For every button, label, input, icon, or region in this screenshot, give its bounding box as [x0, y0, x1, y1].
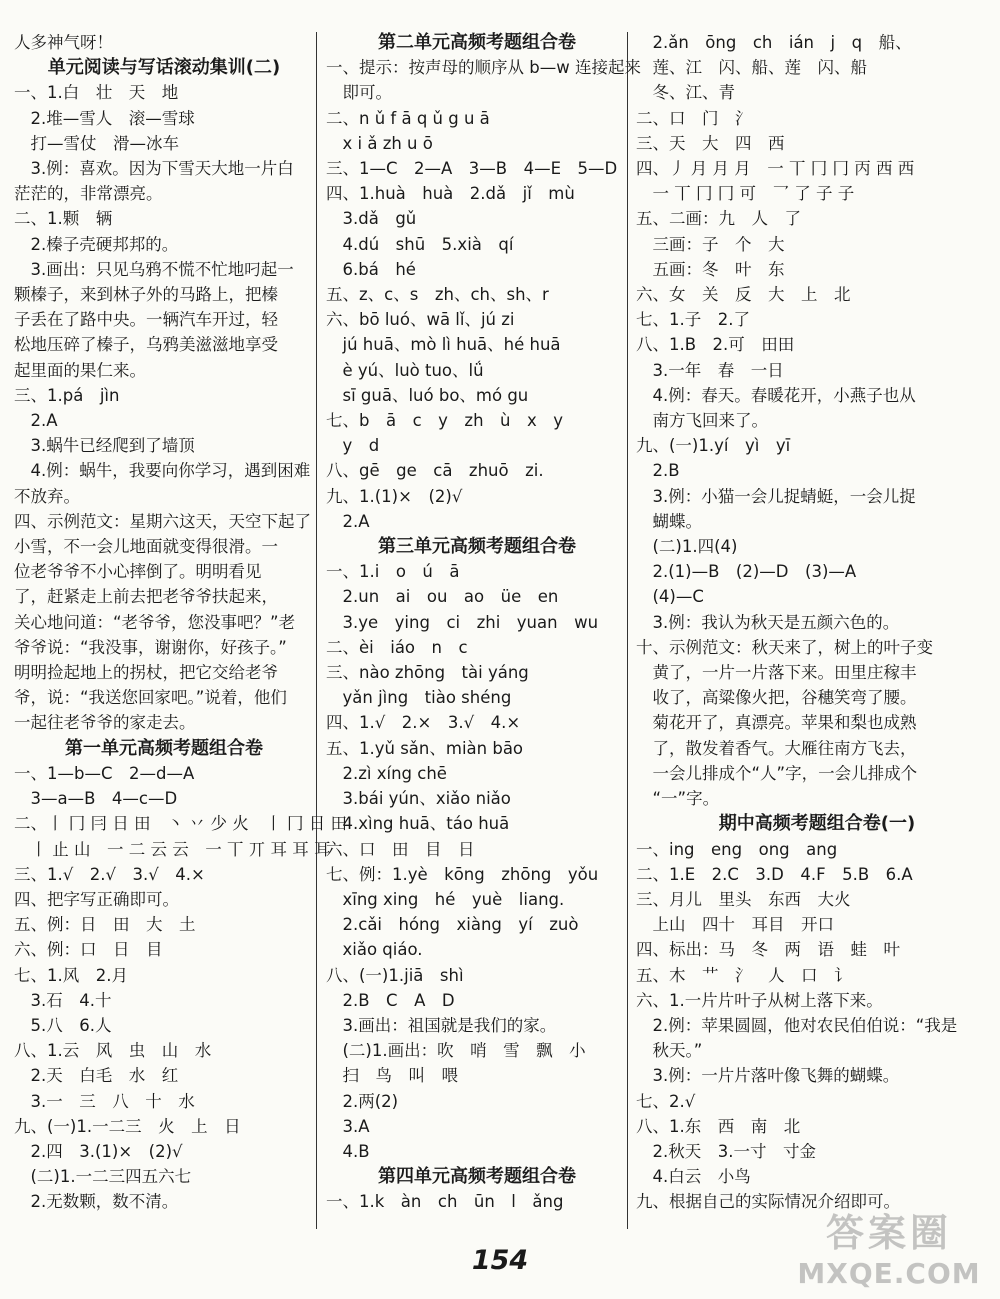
answer-line: (二)1.一二三四五六七 [14, 1167, 192, 1187]
answer-line: 四、把字写正确即可。 [14, 889, 179, 909]
answer-line: 5.八 6.人 [14, 1015, 112, 1035]
answer-line: 四、标出：马 冬 两 语 蛙 叶 [636, 940, 900, 960]
answer-line: 2.例：苹果圆圆，他对农民伯伯说：“我是 [636, 1015, 958, 1035]
answer-line: 七、b ā c y zh ù x y [326, 411, 564, 431]
answer-line: 一、ing eng ong ang [636, 839, 838, 859]
answer-line: 3.例：小猫一会儿捉蜻蜓，一会儿捉 [636, 486, 916, 506]
answer-line: 3.蜗牛已经爬到了墙顶 [14, 436, 195, 456]
answer-line: 4.dú shū 5.xià qí [326, 234, 514, 254]
answer-line: 丨 止 山 一 二 云 云 一 丅 丌 耳 耳 耳 [14, 839, 331, 859]
answer-line: 二、èi iáo n c [326, 637, 468, 657]
section-heading: 期中高频考题组合卷(一) [718, 813, 916, 835]
answer-line: 一、提示：按声母的顺序从 b—w 连接起来 [326, 58, 641, 78]
answer-line: 三画：子 个 大 [636, 234, 785, 254]
answer-line: 爷爷说：“我没事，谢谢你，好孩子。” [14, 637, 287, 657]
answer-line: 二、n ǔ f ā q ǔ g u ā [326, 108, 490, 128]
answer-line: 秋天。” [636, 1041, 703, 1061]
watermark-name: 答案圈 [825, 1211, 952, 1255]
answer-line: 五、例：日 田 大 土 [14, 915, 196, 935]
answer-line: 三、1.√ 2.√ 3.√ 4.× [14, 864, 205, 884]
answer-line: 2.两(2) [326, 1091, 399, 1111]
answer-line: 扫 鸟 叫 喂 [326, 1066, 458, 1086]
answer-line: 六、例：口 日 目 [14, 940, 163, 960]
answer-line: 七、1.风 2.月 [14, 965, 128, 985]
answer-line: x i ǎ zh u ō [326, 133, 433, 153]
answer-line: 4.例：蜗牛，我要向你学习，遇到困难 [14, 461, 311, 481]
answer-line: 2.无数颗，数不清。 [14, 1192, 179, 1212]
answer-line: 不放弃。 [14, 486, 80, 506]
section-heading: 第三单元高频考题组合卷 [378, 536, 576, 558]
answer-line: 2.A [14, 411, 58, 431]
answer-line: 2.A [326, 511, 370, 531]
answer-line: 2.天 白毛 水 红 [14, 1066, 179, 1086]
answer-line: 2.秋天 3.一寸 寸金 [636, 1141, 816, 1161]
answer-line: 九、(一)1.一二三 火 上 日 [14, 1116, 241, 1136]
answer-line: 三、天 大 四 西 [636, 133, 785, 153]
answer-line: 四、丿 月 月 月 一 丅 冂 冂 丙 西 西 [636, 159, 915, 179]
answer-line: 三、nào zhōng tài yáng [326, 663, 529, 683]
answer-line: (二)1.画出：吹 哨 雪 飘 小 [326, 1041, 586, 1061]
answer-line: 南方飞回来了。 [636, 411, 768, 431]
answer-line: 菊花开了，真漂亮。苹果和梨也成熟 [636, 713, 917, 733]
answer-line: 八、(一)1.jiā shì [326, 965, 464, 985]
answer-line: 2.zì xíng chē [326, 763, 447, 783]
answer-line: xīng xing hé yuè liang. [326, 889, 565, 909]
answer-line: 位老爷爷不小心摔倒了。明明看见 [14, 562, 262, 582]
answer-line: 松地压碎了榛子，乌鸦美滋滋地享受 [14, 335, 278, 355]
answer-line: 五、1.yǔ sǎn、miàn bāo [326, 738, 524, 758]
answer-line: sī guā、luó bo、mó gu [326, 385, 529, 405]
answer-line: 一、1—b—C 2—d—A [14, 763, 195, 783]
answer-line: 七、1.子 2.了 [636, 310, 750, 330]
answer-line: 七、例：1.yè kōng zhōng yǒu [326, 864, 599, 884]
answer-line: 九、根据自己的实际情况介绍即可。 [636, 1192, 900, 1212]
answer-line: 2.榛子壳硬邦邦的。 [14, 234, 179, 254]
answer-line: 二、1.颗 辆 [14, 209, 113, 229]
answer-line: 四、1.√ 2.× 3.√ 4.× [326, 713, 521, 733]
answer-line: 蝴蝶。 [636, 511, 702, 531]
watermark-url: MXQE.COM [797, 1257, 981, 1290]
answer-line: 二、口 门 氵 [636, 108, 752, 128]
answer-line: 3.画出：祖国就是我们的家。 [326, 1015, 557, 1035]
answer-line: 六、1.一片片叶子从树上落下来。 [636, 990, 883, 1010]
answer-line: 2.un ai ou ao üe en [326, 587, 559, 607]
answer-line: 2.堆—雪人 滚—雪球 [14, 108, 195, 128]
answer-line: 子丢在了路中央。一辆汽车开过，轻 [14, 310, 278, 330]
answer-line: 3.dǎ gǔ [326, 209, 417, 229]
answer-line: 爷，说：“我送您回家吧。”说着，他们 [14, 688, 287, 708]
answer-line: 2.四 3.(1)× (2)√ [14, 1141, 183, 1161]
answer-line: 一、1.i o ú ā [326, 562, 460, 582]
answer-line: 七、2.√ [636, 1091, 696, 1111]
answer-line: 一会儿排成个“人”字，一会儿排成个 [636, 763, 918, 783]
answer-line: 四、示例范文：星期六这天，天空下起了 [14, 511, 311, 531]
answer-line: y d [326, 436, 380, 456]
answer-line: 3.一年 春 一日 [636, 360, 784, 380]
answer-line: “一”字。 [636, 789, 720, 809]
page-number: 154 [471, 1245, 529, 1276]
answer-line: 4.B [326, 1141, 370, 1161]
answer-line: 3.ye ying ci zhi yuan wu [326, 612, 599, 632]
answer-line: 3.画出：只见乌鸦不慌不忙地叼起一 [14, 259, 294, 279]
answer-line: 三、月儿 里头 东西 大火 [636, 889, 851, 909]
answer-line: 3.bái yún、xiǎo niǎo [326, 789, 511, 809]
watermark [784, 1207, 994, 1293]
answer-line: 六、女 关 反 大 上 北 [636, 285, 851, 305]
answer-line: 3—a—B 4—c—D [14, 789, 178, 809]
answer-column-3 [636, 30, 988, 1241]
answer-line: yǎn jìng tiào shéng [326, 688, 512, 708]
answer-line: jú huā、mò lì huā、hé huā [326, 335, 561, 355]
answer-line: 六、bō luó、wā lǐ、jú zi [326, 310, 515, 330]
answer-line: 冬、江、青 [636, 83, 735, 103]
answer-line: è yú、luò tuo、lǘ [326, 360, 484, 380]
answer-line: (二)1.四(4) [636, 537, 738, 557]
answer-line: 一、1.白 壮 天 地 [14, 83, 179, 103]
answer-line: 八、1.云 风 虫 山 水 [14, 1041, 212, 1061]
answer-line: 小雪，不一会儿地面就变得很滑。一 [14, 537, 278, 557]
section-heading: 第四单元高频考题组合卷 [378, 1166, 576, 1188]
answer-line: 明明捡起地上的拐杖，把它交给老爷 [14, 663, 278, 683]
answer-line: 打—雪仗 滑—冰车 [14, 133, 179, 153]
answer-line: 关心地问道：“老爷爷，您没事吧？”老 [14, 612, 296, 632]
answer-line: 二、1.E 2.C 3.D 4.F 5.B 6.A [636, 864, 913, 884]
answer-line: 九、(一)1.yí yì yī [636, 436, 791, 456]
answer-line: 起里面的果仁来。 [14, 360, 146, 380]
answer-line: 茫茫的，非常漂亮。 [14, 184, 163, 204]
column-divider-2 [627, 32, 628, 1229]
answer-line: 了，赶紧走上前去把老爷爷扶起来， [14, 587, 278, 607]
answer-line: 4.例：春天。春暖花开，小燕子也从 [636, 385, 916, 405]
answer-column-1 [14, 30, 347, 1241]
answer-line: 颗榛子，来到林子外的马路上，把榛 [14, 285, 278, 305]
answer-line: 2.cǎi hóng xiàng yí zuò [326, 915, 579, 935]
answer-line: 了，散发着香气。大雁往南方飞去， [636, 738, 917, 758]
answer-line: 上山 四十 耳目 开口 [636, 915, 834, 935]
column-divider-1 [316, 32, 317, 1229]
answer-line: 六、口 田 目 日 [326, 839, 475, 859]
answer-line: 即可。 [326, 83, 392, 103]
answer-line: 八、gē ge cā zhuō zi. [326, 461, 544, 481]
answer-line: 八、1.B 2.可 田田 [636, 335, 795, 355]
answer-line: 五、z、c、s zh、ch、sh、r [326, 285, 549, 305]
answer-line: 九、1.(1)× (2)√ [326, 486, 463, 506]
answer-line: 五、木 艹 氵 人 口 讠 [636, 965, 851, 985]
answer-line: 4.白云 小鸟 [636, 1167, 751, 1187]
answer-line: 3.例：一片片落叶像飞舞的蝴蝶。 [636, 1066, 900, 1086]
answer-line: 一 丅 冂 冂 可 乛 了 子 子 [636, 184, 855, 204]
section-heading: 单元阅读与写话滚动集训(二) [47, 57, 281, 79]
section-heading: 第一单元高频考题组合卷 [65, 737, 263, 759]
answer-line: 2.ǎn ōng ch ián j q 船、 [636, 33, 912, 52]
answer-line: 3.例：我认为秋天是五颜六色的。 [636, 612, 900, 632]
answer-line: 3.一 三 八 十 水 [14, 1091, 195, 1111]
answer-line: 三、1—C 2—A 3—B 4—E 5—D [326, 159, 618, 179]
answer-line: 一起往老爷爷的家走去。 [14, 713, 196, 733]
answer-line: 三、1.pá jìn [14, 385, 120, 405]
section-heading: 第二单元高频考题组合卷 [378, 32, 576, 53]
answer-line: 6.bá hé [326, 259, 416, 279]
answer-line: 一、1.k àn ch ūn l ǎng [326, 1192, 564, 1212]
answer-line: 3.A [326, 1116, 370, 1136]
answer-line: 黄了，一片一片落下来。田里庄稼丰 [636, 663, 917, 683]
answer-line: 收了，高粱像火把，谷穗笑弯了腰。 [636, 688, 917, 708]
answer-line: 3.例：喜欢。因为下雪天大地一片白 [14, 159, 294, 179]
answer-line: 3.石 4.十 [14, 990, 112, 1010]
answer-line: 四、1.huà huà 2.dǎ jǐ mù [326, 184, 575, 204]
answer-line: 五画：冬 叶 东 [636, 259, 785, 279]
answer-line: 五、二画：九 人 了 [636, 209, 801, 229]
answer-line: 4.xìng huā、táo huā [326, 814, 510, 834]
answer-line: 2.(1)—B (2)—D (3)—A [636, 562, 857, 582]
answer-line: 莲、江 闪、船、莲 闪、船 [636, 58, 867, 78]
answer-column-2 [326, 30, 641, 1241]
answer-line: 人多神气呀！ [14, 33, 113, 52]
answer-line: 2.B [636, 461, 680, 481]
answer-line: 八、1.东 西 南 北 [636, 1116, 801, 1136]
answer-line: 2.B C A D [326, 990, 455, 1010]
answer-line: 二、丨 冂 冃 日 田 丶 丷 少 火 丨 冂 日 田 [14, 814, 347, 834]
answer-line: 十、示例范文：秋天来了，树上的叶子变 [636, 637, 933, 657]
answer-line: (4)—C [636, 587, 704, 607]
answer-line: xiǎo qiáo. [326, 940, 423, 960]
